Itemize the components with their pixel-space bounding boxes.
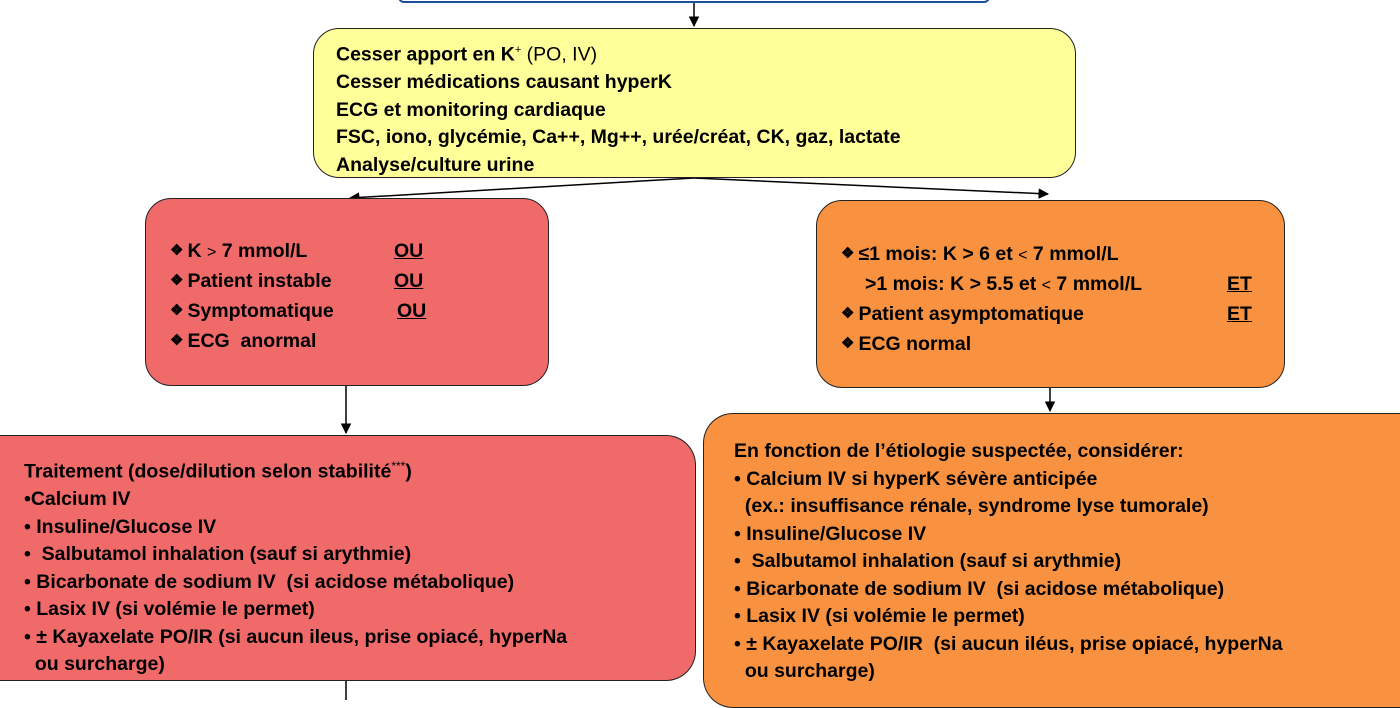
red-condition-4: ❖ ECG anormal [170, 330, 317, 352]
orange-treatment-item: • Salbutamol inhalation (sauf si arythmie) [734, 550, 1122, 572]
orange-condition-1b: >1 mois: K > 5.5 et < 7 mmol/L ET [841, 270, 1284, 300]
red-condition-1: ❖ K > 7 mmol/L OU [170, 237, 548, 267]
orange-treatment-item: (ex.: insuffisance rénale, syndrome lyse tumorale) [734, 495, 1209, 517]
diamond-bullet-icon: ❖ [170, 332, 184, 349]
diamond-bullet-icon: ❖ [841, 245, 855, 262]
severe-criteria-box [145, 198, 549, 386]
orange-treatment-item: • Lasix IV (si volémie le permet) [734, 605, 1025, 627]
red-condition-3: ❖ Symptomatique OU [170, 297, 548, 327]
diamond-bullet-icon: ❖ [170, 242, 184, 259]
connector-ou: OU [394, 270, 424, 292]
connector-ou: OU [394, 240, 424, 262]
red-treatment-item: •Calcium IV [24, 488, 131, 510]
diamond-bullet-icon: ❖ [170, 302, 184, 319]
diamond-bullet-icon: ❖ [170, 272, 184, 289]
red-treatment-item: • Bicarbonate de sodium IV (si acidose métabolique) [24, 570, 515, 593]
yellow-line-5: Analyse/culture urine [336, 153, 535, 176]
top-box [398, 0, 990, 3]
orange-treatment-title: En fonction de l’étiologie suspectée, considérer: [734, 440, 1184, 462]
orange-treatment-item: ou surcharge) [734, 660, 875, 682]
red-treatment-item: • Lasix IV (si volémie le permet) [24, 598, 315, 620]
orange-treatment-item: • Bicarbonate de sodium IV (si acidose métabolique) [734, 577, 1225, 600]
yellow-line-4: FSC, iono, glycémie, Ca++, Mg++, urée/créat, CK, gaz, lactate [336, 126, 901, 148]
arrow-yellow-to-orange [694, 178, 1048, 194]
red-treatment-item: • ± Kayaxelate PO/IR (si aucun ileus, prise opiacé, hyperNa [24, 625, 568, 648]
red-treatment-title: Traitement (dose/dilution selon stabilité***) [24, 459, 412, 483]
urgent-treatment-box [0, 435, 696, 681]
red-treatment-item: ou surcharge) [24, 653, 165, 675]
orange-treatment-item: • Calcium IV si hyperK sévère anticipée [734, 467, 1098, 490]
orange-condition-2: ❖ Patient asymptomatique ET [841, 300, 1284, 330]
diamond-bullet-icon: ❖ [841, 335, 855, 352]
mild-criteria-box [816, 200, 1285, 388]
red-treatment-item: • Salbutamol inhalation (sauf si arythmie) [24, 543, 412, 565]
yellow-line-2: Cesser médications causant hyperK [336, 71, 672, 93]
orange-condition-3: ❖ ECG normal [841, 333, 972, 355]
diamond-bullet-icon: ❖ [841, 305, 855, 322]
connector-ou: OU [397, 300, 427, 322]
connector-et: ET [1227, 303, 1252, 325]
initial-management-box [313, 28, 1076, 178]
etiology-treatment-box [703, 413, 1400, 708]
orange-treatment-item: • Insuline/Glucose IV [734, 522, 927, 545]
yellow-line-3: ECG et monitoring cardiaque [336, 98, 606, 121]
connector-et: ET [1227, 273, 1252, 295]
orange-condition-1: ❖ ≤1 mois: K > 6 et < 7 mmol/L [841, 243, 1119, 265]
red-treatment-item: • Insuline/Glucose IV [24, 515, 217, 538]
red-condition-2: ❖ Patient instable OU [170, 267, 548, 297]
yellow-line-1: Cesser apport en K+ (PO, IV) [336, 43, 598, 66]
orange-treatment-item: • ± Kayaxelate PO/IR (si aucun iléus, prise opiacé, hyperNa [734, 632, 1283, 655]
arrow-yellow-to-red [350, 178, 694, 198]
